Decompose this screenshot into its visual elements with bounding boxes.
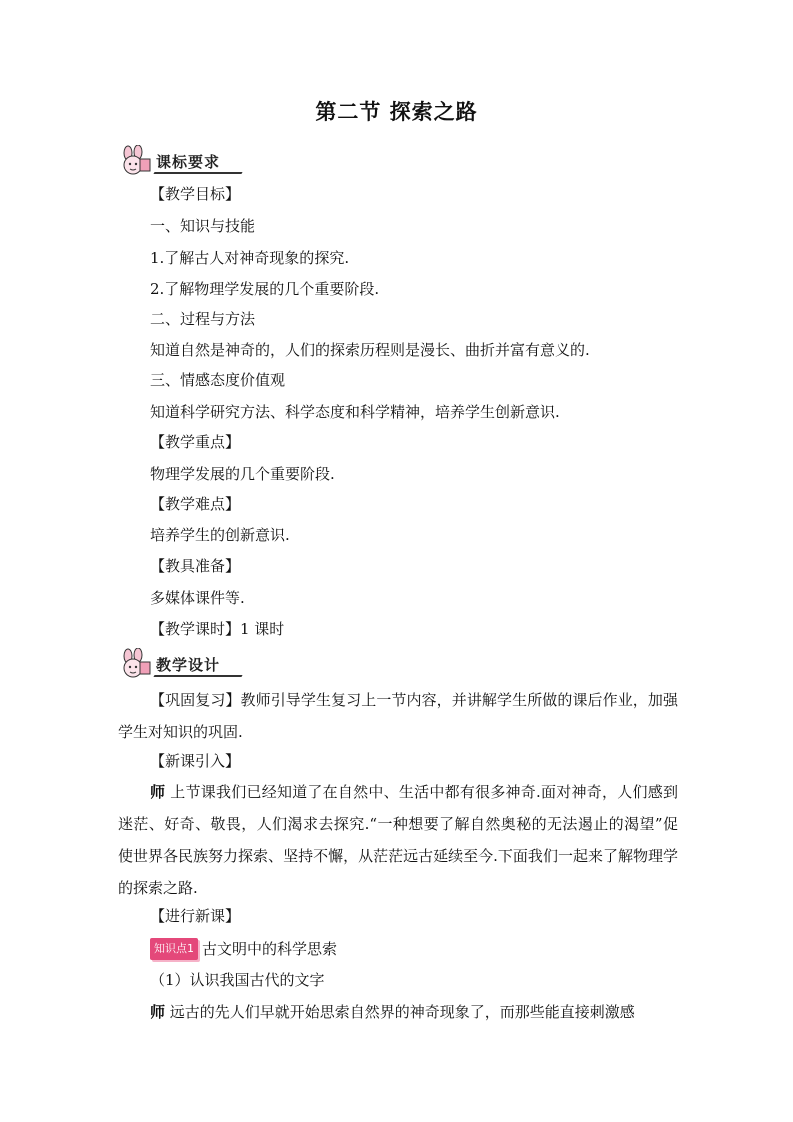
last-text: 远古的先人们早就开始思索自然界的神奇现象了，而那些能直接刺激感 (169, 1003, 635, 1021)
text-line: 三、情感态度价值观 (150, 371, 286, 389)
text-line: 【新课引入】 (150, 752, 241, 770)
page-title: 第二节 探索之路 (315, 99, 478, 124)
text-line: 【教具准备】 (150, 557, 241, 575)
text-line: 2.了解物理学发展的几个重要阶段. (150, 280, 380, 298)
teacher-mark: 师 (150, 783, 166, 801)
text-line: 二、过程与方法 (150, 310, 256, 328)
review-paragraph: 【巩固复习】教师引导学生复习上一节内容，并讲解学生所做的课后作业，加强学生对知识的巩固. (118, 691, 678, 741)
text-line: 【进行新课】 (150, 907, 241, 925)
section-label: 教学设计 (156, 656, 221, 674)
text-line: 物理学发展的几个重要阶段. (150, 465, 335, 483)
text-line: 【教学难点】 (150, 495, 241, 513)
text-line: 【教学课时】1 课时 (150, 620, 285, 638)
text-line: 【教学重点】 (150, 433, 241, 451)
text-line: （1）认识我国古代的文字 (150, 971, 325, 989)
text-line: 多媒体课件等. (150, 589, 245, 607)
intro-paragraph (118, 776, 678, 904)
text-line: 一、知识与技能 (150, 217, 256, 235)
mascot-icon (118, 145, 154, 179)
teacher-mark: 师 (150, 1003, 166, 1021)
kp-title: 古文明中的科学思索 (202, 940, 338, 958)
section-label: 课标要求 (156, 153, 221, 171)
section-banner-standards (118, 145, 248, 179)
text-line: 培养学生的创新意识. (150, 526, 290, 544)
text-line: 知道自然是神奇的，人们的探索历程则是漫长、曲折并富有意义的. (150, 341, 590, 359)
section-banner-design (118, 648, 248, 682)
text-line: 1.了解古人对神奇现象的探究. (150, 249, 350, 267)
last-line (150, 1002, 635, 1022)
text-line: 知道科学研究方法、科学态度和科学精神，培养学生创新意识. (150, 403, 560, 421)
section-rule (153, 675, 242, 677)
section-rule (153, 172, 242, 174)
intro-text: 上节课我们已经知道了在自然中、生活中都有很多神奇.面对神奇，人们感到迷茫、好奇、敬畏，人们渴求去探究.“一种想要了解自然奥秘的无法遏止的渴望”促使世界各民族努力探索、坚持不懈，从茫茫远古延续至今.下面我们一起来了解物理学的探索之路. (118, 783, 678, 897)
knowledge-point-badge: 知识点1 (150, 938, 198, 960)
knowledge-point-heading (150, 938, 337, 960)
mascot-icon (118, 648, 154, 682)
text-line: 【教学目标】 (150, 185, 241, 203)
